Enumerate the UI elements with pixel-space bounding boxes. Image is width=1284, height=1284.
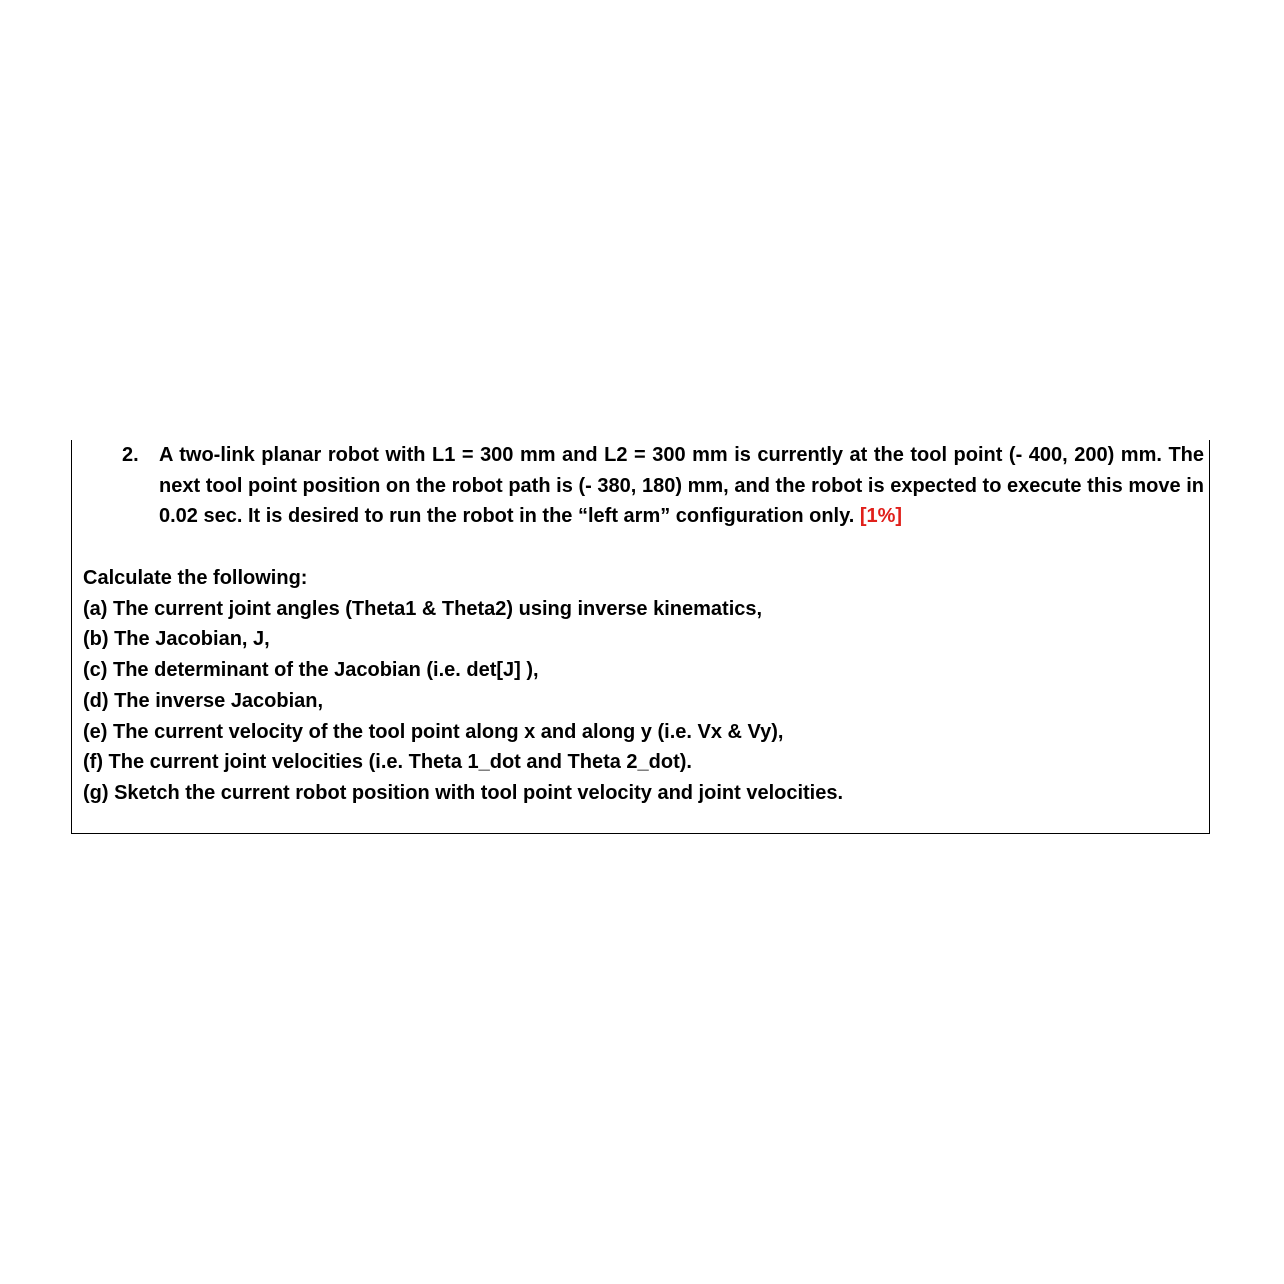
question-marks: [1%] [859,505,903,527]
task-list [83,563,843,809]
task-item-b: (b) The Jacobian, J, [83,628,270,651]
question-number: 2. [122,444,139,466]
question-block [122,440,1204,532]
task-item-g: (g) Sketch the current robot position with tool point velocity and joint velocities. [83,781,844,804]
task-item-a: (a) The current joint angles (Theta1 & Theta2) using inverse kinematics, [83,597,763,620]
question-box [71,440,1210,834]
task-item-d: (d) The inverse Jacobian, [83,689,324,712]
task-item-f: (f) The current joint velocities (i.e. Theta 1_dot and Theta 2_dot). [83,751,692,774]
question-text-block [159,440,1204,532]
task-item-c: (c) The determinant of the Jacobian (i.e. det[J] ), [83,659,539,682]
task-heading: Calculate the following: [83,567,308,589]
question-text: A two-link planar robot with L1 = 300 mm and L2 = 300 mm is currently at the tool point (- 400, 200) mm. The next tool point position on the robot path is (- 380, 180) mm, and the robot is expected to execute this move in 0.02 sec. It is desired to run the robot in the “left arm” configuration only. [159,444,1204,527]
task-item-e: (e) The current velocity of the tool point along x and along y (i.e. Vx & Vy), [83,720,784,743]
